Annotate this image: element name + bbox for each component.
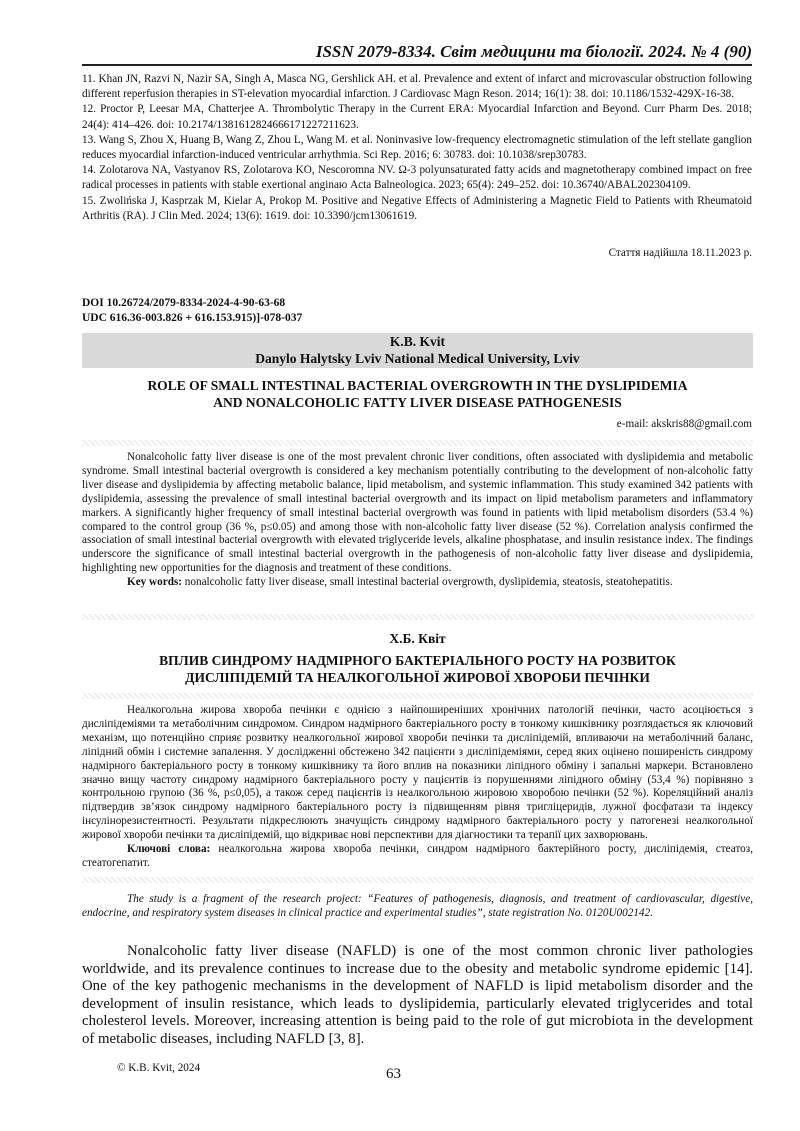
author-affiliation: Danylo Halytsky Lviv National Medical University, Lviv: [255, 350, 580, 366]
body-paragraph: Nonalcoholic fatty liver disease (NAFLD) is one of the most common chronic liver pathologies worldwide, and its prevalence continues to increase due to the obesity and metabolic syndrome epidemic [14]. One of the key pathogenic mechanisms in the development of NAFLD is lipid metabolism disorder and the development of insulin resistance, which leads to dyslipidemia, particularly elevated triglycerides and total cholesterol levels. Moreover, increasing attention is being paid to the role of gut microbiota in the development of metabolic diseases, including NAFLD [3, 8].: [82, 943, 753, 1047]
title-line: ROLE OF SMALL INTESTINAL BACTERIAL OVERGROWTH IN THE DYSLIPIDEMIA: [147, 378, 688, 393]
keywords-text: nonalcoholic fatty liver disease, small intestinal bacterial overgrowth, dyslipidemia, steatosis, steatohepatitis.: [184, 576, 673, 589]
keywords-text: неалкогольна жирова хвороба печінки, синдром надмірного бактерійного росту, дисліпідемія, стеатоз, стеатогепатит.: [82, 843, 753, 869]
abstract-en: [82, 451, 753, 590]
reference-item: 15. Zwolińska J, Kasprzak M, Kielar A, Prokop M. Positive and Negative Effects of Administering a Magnetic Field to Patients with Rheumatoid Arthritis (RA). J Clin Med. 2024; 13(6): 1619. doi: 10.3390/jcm13061619.: [82, 194, 752, 222]
project-note: [82, 893, 753, 920]
section-divider: [82, 440, 753, 446]
abstract-text: Неалкогольна жирова хвороба печінки є однією з найпоширеніших хронічних патологій печінки, часто асоціюється з дисліпідеміями та метаболічним синдромом. Синдром надмірного бактеріального росту в тонкому кишківнику розглядається як ключовий механізм, що потенційно сприяє розвитку неалкогольної жирової хвороби печінки та дисліпідемій, впливаючи на метаболічний баланс, ліпідний обмін і системне запалення. У дослідженні обстежено 342 пацієнти з дисліпідеміями, серед яких оцінено поширеність синдрому надмірного бактеріального росту в тонкому кишківнику та його вплив на показники ліпідного обміну і запальні маркери. Встановлено значно вищу частоту синдрому надмірного бактеріального росту у пацієнтів із порушеннями ліпідного обміну (53,4 %) порівняно з контрольною групою (36 %, p≤0,05), а також серед пацієнтів із неалкогольною жировою хворобою печінки (52 %). Кореляційний аналіз підтвердив зв’язок синдрому надмірного бактеріального росту із підвищенням рівня тригліцеридів, лужної фосфатази та індексу інсулінорезистентності. Результати підкреслюють значущість синдрому надмірного бактеріального росту у патогенезі неалкогольної жирової хвороби печінки та дисліпідемій, що відкриває нові перспективи для діагностики та терапії цих захворювань.: [82, 704, 753, 842]
author-name: K.B. Kvit: [389, 334, 446, 349]
udc-code: UDC 616.36-003.826 + 616.153.915)]-078-037: [82, 312, 303, 324]
keywords-label: Ключові слова:: [127, 843, 211, 856]
doi-link[interactable]: DOI 10.26724/2079-8334-2024-4-90-63-68: [82, 297, 286, 309]
page-number: 63: [386, 1066, 401, 1082]
article-title-ua: [82, 652, 753, 686]
project-note-text: The study is a fragment of the research project: “Features of pathogenesis, diagnosis, and treatment of cardiovascular, digestive, endocrine, and respiratory system diseases in clinical practice and experimental studies”, state registration No. 0120U002142.: [82, 893, 753, 919]
copyright-notice: © K.B. Kvit, 2024: [117, 1062, 201, 1074]
reference-item: 11. Khan JN, Razvi N, Nazir SA, Singh A, Masca NG, Gershlick AH. et al. Prevalence and extent of infarct and microvascular obstruction following different reperfusion therapies in ST-elevation myocardial infarction. J Cardiovasc Magn Reson. 2014; 16(1): 38. doi: 10.1186/1532-429X-16-38.: [82, 73, 752, 101]
article-body: [82, 943, 753, 1049]
keywords-label: Key words:: [127, 576, 182, 589]
reference-item: 13. Wang S, Zhou X, Huang B, Wang Z, Zhou L, Wang M. et al. Noninvasive low-frequency electromagnetic stimulation of the left stellate ganglion reduces myocardial infarction-induced ventricular arrhythmia. Sci Rep. 2016; 6: 30783. doi: 10.1038/srep30783.: [82, 133, 752, 162]
reference-item: 14. Zolotarova NA, Vastyanov RS, Zolotarova KO, Nescoromna NV. Ω-3 polyunsaturated fatty acids and magnetotherapy combined impact on free radical processes in patients with stable exertional anginaю Acta Balneologica. 2023; 65(4): 249–252. doi: 10.36740/ABAL202304109.: [82, 164, 752, 192]
article-title-en: [82, 377, 753, 411]
keywords: [82, 576, 753, 590]
reference-list: [82, 72, 752, 224]
abstract-text: Nonalcoholic fatty liver disease is one of the most prevalent chronic liver conditions, often associated with dyslipidemia and metabolic syndrome. Small intestinal bacterial overgrowth is considered a key mechanism potentially contributing to the development of non-alcoholic fatty liver disease and dyslipidemia by affecting metabolic balance, lipid metabolism, and systemic inflammation. This study examined 342 patients with dyslipidemia, assessing the prevalence of small intestinal bacterial overgrowth and its impact on lipid metabolism parameters and inflammatory markers. A significantly higher frequency of small intestinal bacterial overgrowth was found in patients with lipid metabolism disorders (53.4 %) compared to the control group (36 %, p≤0.05) and among those with non-alcoholic fatty liver disease (52 %). Correlation analysis confirmed the association of small intestinal bacterial overgrowth with elevated triglyceride levels, alkaline phosphatase, and insulin resistance index. The findings underscore the significance of small intestinal bacterial overgrowth in the pathogenesis of non-alcoholic fatty liver disease and dyslipidemia, highlighting new opportunities for the diagnosis and treatment of these conditions.: [82, 451, 753, 575]
author-email[interactable]: e-mail: akskris88@gmail.com: [616, 418, 752, 430]
author-name-ua: Х.Б. Квіт: [389, 631, 446, 646]
journal-header: ISSN 2079-8334. Світ медицини та біології. 2024. № 4 (90): [315, 42, 752, 61]
reference-item: 12. Proctor P, Leesar MA, Chatterjee A. Thrombolytic Therapy in the Current ERA: Myocardial Infarction and Beyond. Curr Pharm Des. 2018; 24(4): 414–426. doi: 10.2174/1381612824666171227211623.: [82, 103, 752, 131]
section-divider: [82, 693, 753, 699]
section-divider: [82, 877, 753, 883]
title-line: ДИСЛІПІДЕМІЙ ТА НЕАЛКОГОЛЬНОЇ ЖИРОВОЇ ХВОРОБИ ПЕЧІНКИ: [185, 670, 650, 685]
abstract-ua: [82, 704, 753, 871]
title-line: AND NONALCOHOLIC FATTY LIVER DISEASE PATHOGENESIS: [213, 395, 622, 410]
article-identifiers: [82, 296, 302, 326]
header-divider: [82, 64, 752, 66]
received-date: Стаття надійшла 18.11.2023 р.: [608, 247, 752, 259]
section-divider: [82, 614, 753, 620]
title-line: ВПЛИВ СИНДРОМУ НАДМІРНОГО БАКТЕРІАЛЬНОГО РОСТУ НА РОЗВИТОК: [159, 653, 676, 668]
author-block: [82, 333, 753, 368]
keywords: [82, 843, 753, 871]
